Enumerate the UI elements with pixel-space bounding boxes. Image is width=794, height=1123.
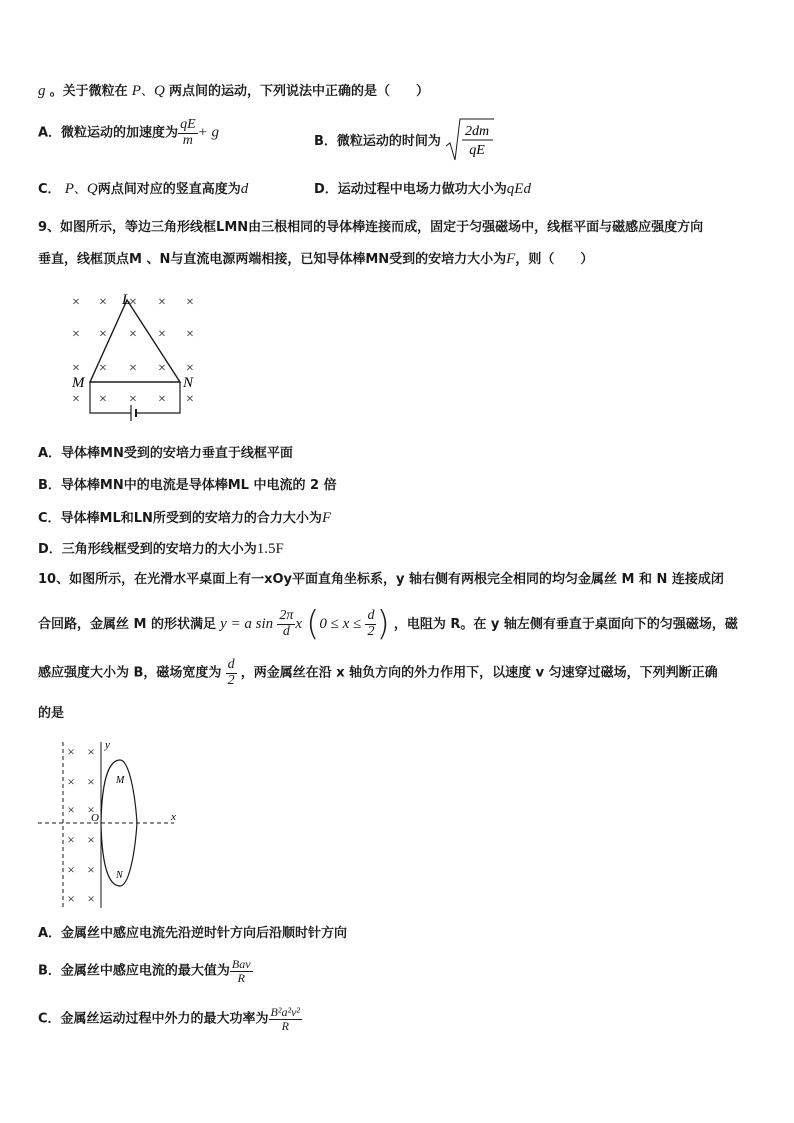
label-y: y xyxy=(105,739,110,751)
q10-option-c: C．金属丝运动过程中外力的最大功率为 $\frac{\text{B²a²v²}}{R}$ xyxy=(38,1005,300,1033)
svg-text:×: × xyxy=(186,327,194,342)
q8-option-c: C． P、Q两点间对应的竖直高度为d xyxy=(38,181,249,197)
svg-text:2dm: 2dm xyxy=(465,124,490,139)
q9-stem-line1: 9、如图所示，等边三角形线框LMN由三根相同的导体棒连接而成，固定于匀强磁场中，线框平面与磁感应强度方向 xyxy=(38,220,704,235)
svg-text:×: × xyxy=(129,295,137,310)
q9-option-a: A．导体棒MN受到的安培力垂直于线框平面 xyxy=(38,446,293,461)
sqrt-icon xyxy=(445,116,495,162)
svg-text:×: × xyxy=(99,392,107,407)
wire-m xyxy=(101,760,137,823)
label-x: x xyxy=(171,811,176,823)
q9-option-d: D．三角形线框受到的安培力的大小为1.5F xyxy=(38,541,284,557)
svg-text:×: × xyxy=(72,392,80,407)
sqrt-expression xyxy=(445,116,495,167)
triangle-frame-figure xyxy=(62,286,202,426)
label-n: N xyxy=(183,375,194,391)
q9-option-b: B．导体棒MN中的电流是导体棒ML 中电流的 2 倍 xyxy=(38,478,337,493)
svg-text:×: × xyxy=(158,361,166,376)
q10-stem-line4: 的是 xyxy=(38,706,65,721)
svg-text:×: × xyxy=(72,361,80,376)
svg-text:×: × xyxy=(87,862,95,877)
svg-text:×: × xyxy=(99,295,107,310)
svg-text:×: × xyxy=(129,361,137,376)
var-g: g xyxy=(38,83,46,99)
label-m: M xyxy=(72,375,85,391)
svg-text:×: × xyxy=(158,392,166,407)
svg-text:×: × xyxy=(87,891,95,906)
svg-text:×: × xyxy=(87,774,95,789)
svg-text:×: × xyxy=(67,802,75,817)
svg-text:×: × xyxy=(67,774,75,789)
label-n: N xyxy=(116,870,123,881)
svg-text:×: × xyxy=(129,327,137,342)
q8-option-d: D．运动过程中电场力做功大小为qEd xyxy=(314,181,531,197)
svg-text:×: × xyxy=(158,295,166,310)
q8-option-b: B．微粒运动的时间为 2dm qE xyxy=(314,116,495,167)
svg-text:×: × xyxy=(72,327,80,342)
q10-stem-line1: 10、如图所示，在光滑水平桌面上有一xOy平面直角坐标系，y 轴右侧有两根完全相同的均匀金属丝 M 和 N 连接成闭 xyxy=(38,572,724,587)
label-o: O xyxy=(91,812,99,824)
svg-text:×: × xyxy=(67,891,75,906)
svg-text:×: × xyxy=(87,802,95,817)
svg-text:×: × xyxy=(87,744,95,759)
svg-text:×: × xyxy=(72,295,80,310)
svg-text:×: × xyxy=(87,832,95,847)
sine-wire-figure xyxy=(36,738,186,914)
q9-stem-line2: 垂直，线框顶点M 、N与直流电源两端相接，已知导体棒MN受到的安培力大小为F，则（ ） xyxy=(38,251,594,267)
q10-stem-line3: 感应强度大小为 B，磁场宽度为 $\frac{d}{2}$ ，两金属丝在沿 x 轴负方向的外力作用下，以速度 v 匀速穿过磁场，下列判断正确 xyxy=(38,657,718,688)
q10-option-b: B．金属丝中感应电流的最大值为 $\frac{\text{Bav}}{R}$ xyxy=(38,957,251,985)
svg-text:×: × xyxy=(186,295,194,310)
q8-option-a: A．微粒运动的加速度为 $\frac{qE}{m}$ + g xyxy=(38,117,219,148)
svg-text:×: × xyxy=(99,361,107,376)
svg-text:×: × xyxy=(67,744,75,759)
svg-text:×: × xyxy=(158,327,166,342)
q9-option-c: C．导体棒ML和LN所受到的安培力的合力大小为F xyxy=(38,510,332,526)
svg-text:×: × xyxy=(186,392,194,407)
label-m: M xyxy=(116,775,125,786)
q8-stem: g 。关于微粒在 P、Q 两点间的运动，下列说法中正确的是（ ） xyxy=(38,83,429,99)
fraction: $\frac{qE}{m}$ xyxy=(180,117,196,148)
svg-text:×: × xyxy=(99,327,107,342)
q10-stem-line2: 合回路，金属丝 M 的形状满足 y = a sin $\frac{2\pi}{d}$ x (0 ≤ x ≤ $\frac{d}{2}$ ) ，电阻为 R。在 y 轴左侧有垂直于桌面向下的匀强磁场，磁 xyxy=(38,604,738,644)
svg-text:×: × xyxy=(67,862,75,877)
svg-text:×: × xyxy=(129,392,137,407)
label-l: L xyxy=(122,292,131,308)
q10-option-a: A．金属丝中感应电流先沿逆时针方向后沿顺时针方向 xyxy=(38,926,348,941)
circuit-wire-left xyxy=(90,382,131,413)
svg-text:qE: qE xyxy=(469,143,485,158)
svg-text:×: × xyxy=(67,832,75,847)
magnetic-field-crosses xyxy=(67,744,94,906)
svg-text:×: × xyxy=(186,361,194,376)
